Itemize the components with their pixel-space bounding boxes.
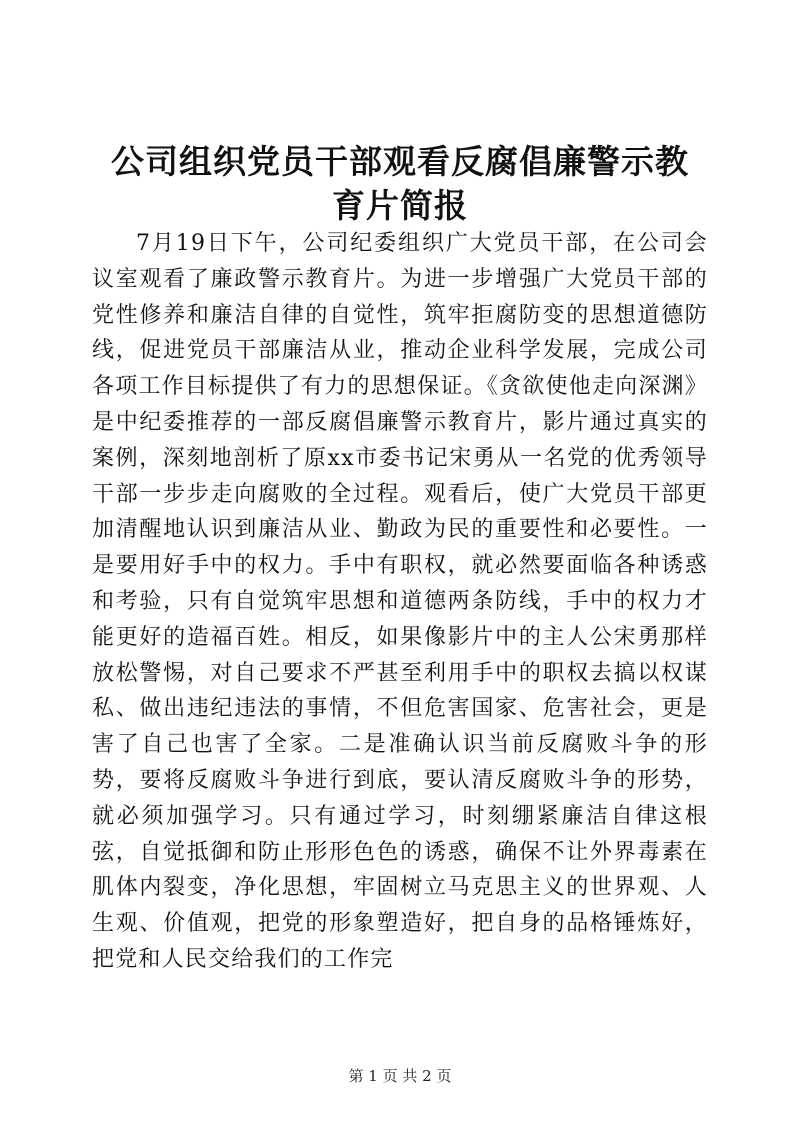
document-title: 公司组织党员干部观看反腐倡廉警示教育片简报 bbox=[111, 142, 689, 225]
document-body: 7月19日下午，公司纪委组织广大党员干部，在公司会议室观看了廉政警示教育片。为进一步增强广大党员干部的党性修养和廉洁自律的自觉性，筑牢拒腐防变的思想道德防线，促进党员干部廉洁从业，推动企业科学发展，完成公司各项工作目标提供了有力的思想保证。《贪欲使他走向深渊》是中纪委推荐的一部反腐倡廉警示教育片，影片通过真实的案例，深刻地剖析了原xx市委书记宋勇从一名党的优秀领导干部一步步走向腐败的全过程。观看后，使广大党员干部更加清醒地认识到廉洁从业、勤政为民的重要性和必要性。一是要用好手中的权力。手中有职权，就必然要面临各种诱惑和考验，只有自觉筑牢思想和道德两条防线，手中的权力才能更好的造福百姓。相反，如果像影片中的主人公宋勇那样放松警惕，对自己要求不严甚至利用手中的职权去搞以权谋私、做出违纪违法的事情，不但危害国家、危害社会，更是害了自己也害了全家。二是准确认识当前反腐败斗争的形势，要将反腐败斗争进行到底，要认清反腐败斗争的形势，就必须加强学习。只有通过学习，时刻绷紧廉洁自律这根弦，自觉抵御和防止形形色色的诱惑，确保不让外界毒素在肌体内裂变，净化思想，牢固树立马克思主义的世界观、人生观、价值观，把党的形象塑造好，把自身的品格锤炼好，把党和人民交给我们的工作完 bbox=[92, 231, 708, 972]
page-footer: 第 1 页 共 2 页 bbox=[348, 1067, 452, 1085]
